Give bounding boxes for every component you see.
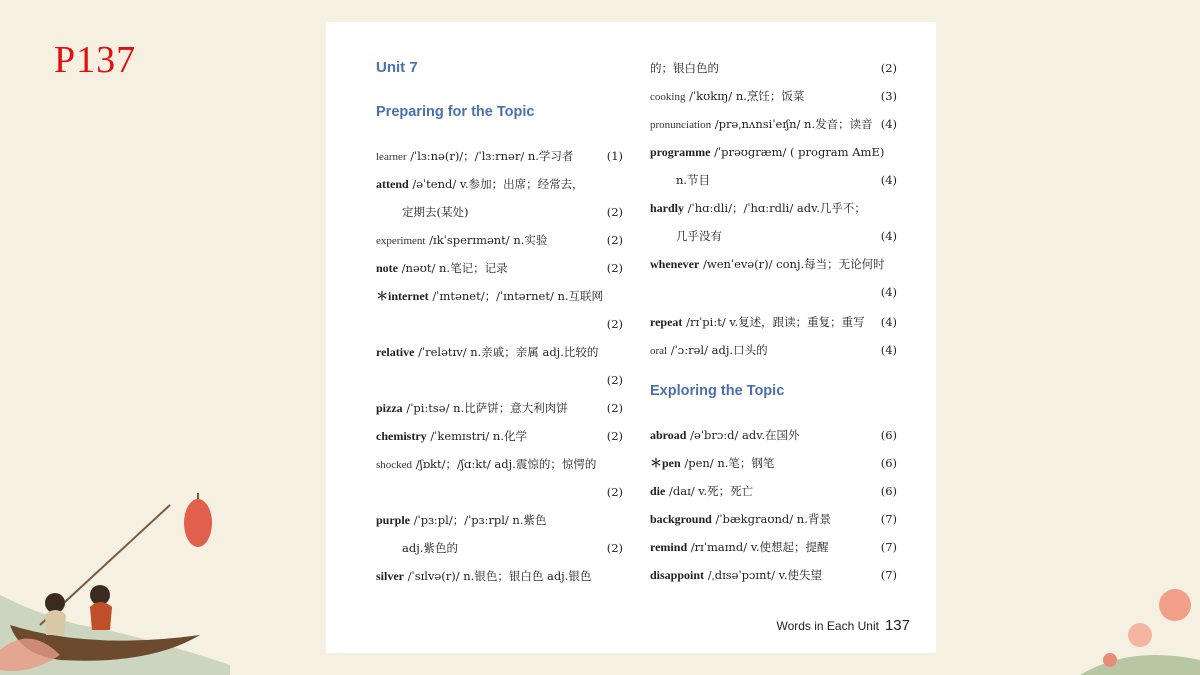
definition: /ɪkˈsperɪmənt/ n.实验: [429, 233, 548, 247]
vocab-entry: [376, 287, 623, 305]
vocab-entry: [650, 115, 897, 133]
vocab-entry: [650, 87, 897, 105]
vocab-entry: [376, 455, 623, 473]
lesson-number: (2): [606, 317, 623, 331]
definition: 定期去(某处): [402, 205, 469, 219]
headword: cooking: [650, 91, 686, 103]
headword: programme: [650, 145, 711, 159]
headword: attend: [376, 177, 409, 191]
headword: pizza: [376, 401, 403, 415]
vocab-entry: [376, 175, 623, 193]
entry-text: [650, 426, 800, 444]
lesson-number: (6): [880, 428, 897, 442]
entry-text: [376, 147, 573, 166]
definition: 的；银白色的: [650, 61, 719, 75]
definition: /ʃɒkt/；/ʃɑːkt/ adj.震惊的；惊愕的: [415, 457, 597, 471]
entry-text: [676, 227, 722, 245]
unit-heading: Unit 7: [376, 59, 418, 76]
vocab-entry: [650, 482, 897, 500]
definition: /ˈhɑːdli/；/ˈhɑːrdli/ adv.几乎不；: [687, 201, 866, 215]
entry-text: [650, 313, 865, 331]
vocab-entry: [650, 313, 897, 331]
headword: hardly: [650, 201, 685, 215]
definition: /rɪˈpiːt/ v.复述，跟读；重复；重写: [686, 315, 865, 329]
entry-text: [650, 538, 829, 556]
vocab-entry-continuation: [650, 171, 897, 189]
lesson-number: (2): [606, 429, 623, 443]
entry-text: [376, 455, 596, 474]
entry-text: [376, 343, 598, 361]
headword: relative: [376, 345, 415, 359]
entry-text: [650, 255, 885, 273]
lesson-number: (2): [606, 373, 623, 387]
vocab-entry-continuation: [376, 315, 623, 333]
lesson-number: (4): [880, 285, 897, 299]
definition: /ˌdɪsəˈpɔɪnt/ v.使失望: [707, 568, 822, 582]
headword: die: [650, 484, 666, 498]
headword: abroad: [650, 428, 687, 442]
vocab-entry-continuation: [650, 59, 897, 77]
vocab-entry: [376, 231, 623, 249]
vocab-entry: [650, 426, 897, 444]
entry-text: [376, 231, 547, 250]
flower-illustration: [1080, 565, 1200, 675]
entry-text: [402, 539, 458, 557]
definition: /ˈrelətɪv/ n.亲戚；亲属 adj.比较的: [418, 345, 599, 359]
vocab-entry: [376, 399, 623, 417]
lesson-number: (2): [880, 61, 897, 75]
definition: /ˈbækɡraʊnd/ n.背景: [715, 512, 831, 526]
headword: ＊internet: [376, 289, 429, 303]
definition: n.节目: [676, 173, 711, 187]
slide-page-label: P137: [54, 39, 137, 81]
definition: /ˈlɜːnə(r)/；/ˈlɜːrnər/ n.学习者: [410, 149, 574, 163]
lesson-number: (2): [606, 541, 623, 555]
entry-text: [376, 175, 584, 193]
definition: /ˈpiːtsə/ n.比萨饼；意大利肉饼: [406, 401, 568, 415]
lesson-number: (7): [880, 540, 897, 554]
headword: chemistry: [376, 429, 427, 443]
vocab-entry: [376, 259, 623, 277]
headword: remind: [650, 540, 688, 554]
headword: ＊pen: [650, 456, 681, 470]
lesson-number: (1): [606, 149, 623, 163]
definition: /rɪˈmaɪnd/ v.使想起；提醒: [690, 540, 829, 554]
definition: /ˈɔːrəl/ adj.口头的: [670, 343, 768, 357]
definition: /ˈɪntənet/；/ˈɪntərnet/ n.互联网: [432, 289, 604, 303]
entry-text: [376, 567, 591, 585]
entry-text: [650, 510, 831, 528]
definition: /pen/ n.笔；钢笔: [684, 456, 775, 470]
headword: silver: [376, 569, 404, 583]
definition: adj.紫色的: [402, 541, 458, 555]
entry-text: [376, 511, 546, 529]
lesson-number: (2): [606, 233, 623, 247]
definition: /wenˈevə(r)/ conj.每当；无论何时: [702, 257, 885, 271]
definition: /ˈsɪlvə(r)/ n.银色；银白色 adj.银色: [407, 569, 592, 583]
entry-text: [402, 203, 468, 221]
vocab-entry: [650, 510, 897, 528]
definition: /ˈpɜːpl/；/ˈpɜːrpl/ n.紫色: [413, 513, 547, 527]
entry-text: [650, 87, 804, 106]
headword: pronunciation: [650, 119, 712, 131]
definition: /nəʊt/ n.笔记；记录: [401, 261, 508, 275]
entry-text: [650, 115, 873, 134]
entry-text: [650, 59, 719, 77]
lesson-number: (2): [606, 261, 623, 275]
headword: oral: [650, 345, 668, 357]
definition: 几乎没有: [676, 229, 722, 243]
vocab-entry-continuation: [376, 483, 623, 501]
lesson-number: (4): [880, 229, 897, 243]
lesson-number: (4): [880, 117, 897, 131]
vocab-entry-continuation: [376, 371, 623, 389]
headword: shocked: [376, 459, 413, 471]
vocab-entry: [650, 255, 897, 273]
vocab-entry: [376, 147, 623, 165]
lesson-number: (2): [606, 401, 623, 415]
entry-text: [650, 454, 774, 472]
lesson-number: (4): [880, 315, 897, 329]
entry-text: [650, 566, 822, 584]
lesson-number: (7): [880, 568, 897, 582]
definition: /ˈkʊkɪŋ/ n.烹饪；饭菜: [689, 89, 805, 103]
lesson-number: (6): [880, 456, 897, 470]
entry-text: [650, 143, 884, 161]
vocab-entry-continuation: [650, 227, 897, 245]
definition: /daɪ/ v.死；死亡: [669, 484, 754, 498]
vocab-entry: [376, 567, 623, 585]
lesson-number: (2): [606, 485, 623, 499]
headword: note: [376, 261, 398, 275]
vocab-entry-continuation: [650, 283, 897, 301]
entry-text: [376, 259, 508, 277]
vocab-entry: [376, 427, 623, 445]
lesson-number: (7): [880, 512, 897, 526]
definition: /ˈkemɪstri/ n.化学: [430, 429, 527, 443]
vocab-entry: [376, 343, 623, 361]
textbook-page: [326, 22, 936, 653]
vocab-entry: [650, 454, 897, 472]
headword: repeat: [650, 315, 683, 329]
lesson-number: (2): [606, 205, 623, 219]
vocab-entry: [650, 566, 897, 584]
entry-text: [376, 399, 568, 417]
entry-text: [650, 199, 866, 217]
headword: purple: [376, 513, 411, 527]
footer-label: Words in Each Unit: [776, 619, 879, 633]
vocab-entry: [650, 538, 897, 556]
definition: /prəˌnʌnsiˈeɪʃn/ n.发音；读音: [714, 117, 873, 131]
entry-text: [650, 341, 768, 360]
section-heading: Exploring the Topic: [650, 383, 785, 399]
definition: /əˈtend/ v.参加；出席；经常去，: [412, 177, 584, 191]
definition: /əˈbrɔːd/ adv.在国外: [690, 428, 800, 442]
boat-illustration: [0, 475, 230, 675]
vocab-entry: [650, 143, 897, 161]
headword: experiment: [376, 235, 426, 247]
lesson-number: (6): [880, 484, 897, 498]
section-heading: Preparing for the Topic: [376, 104, 535, 120]
headword: disappoint: [650, 568, 705, 582]
vocab-entry-continuation: [376, 539, 623, 557]
entry-text: [676, 171, 710, 189]
vocab-entry: [376, 511, 623, 529]
page-footer: [776, 617, 910, 635]
vocab-entry: [650, 341, 897, 359]
vocab-entry: [650, 199, 897, 217]
headword: background: [650, 512, 712, 526]
lesson-number: (4): [880, 343, 897, 357]
headword: whenever: [650, 257, 700, 271]
lesson-number: (3): [880, 89, 897, 103]
entry-text: [376, 427, 527, 445]
vocab-entry-continuation: [376, 203, 623, 221]
headword: learner: [376, 151, 407, 163]
definition: /ˈprəʊɡræm/ ( program AmE): [714, 145, 885, 159]
entry-text: [650, 482, 753, 500]
page-number: 137: [884, 617, 910, 634]
lesson-number: (4): [880, 173, 897, 187]
entry-text: [376, 287, 603, 305]
